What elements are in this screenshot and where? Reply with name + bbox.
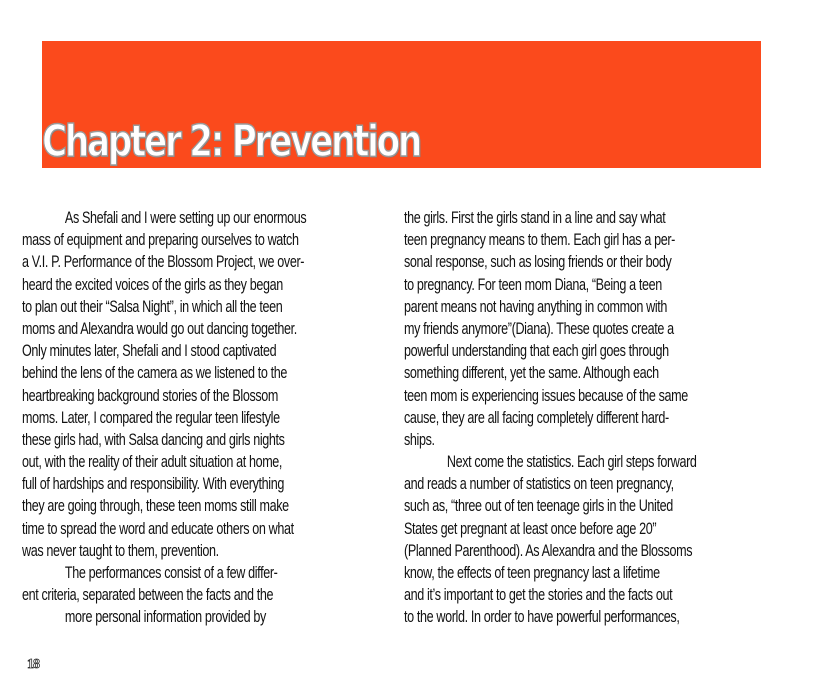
text-line: to pregnancy. For teen mom Diana, “Being a teen [404,274,662,294]
text-line: these girls had, with Salsa dancing and girls nights [22,429,285,449]
right-column [404,207,755,629]
text-line: The performances consist of a few differ- [64,563,278,582]
text-line: (Planned Parenthood). As Alexandra and the Blossoms [404,540,693,560]
text-line: full of hardships and responsibility. With everything [22,474,284,494]
text-line: ent criteria, separated between the facts and the [22,585,274,605]
text-line: time to spread the word and educate others on what [22,518,294,538]
text-line: States get pregnant at least once before age 20” [404,518,657,538]
text-line: and reads a number of statistics on teen pregnancy, [404,474,674,494]
text-line: know, the effects of teen pregnancy last a lifetime [404,563,660,582]
text-line: cause, they are all facing completely different hard- [404,407,669,427]
text-line: behind the lens of the camera as we listened to the [22,363,288,383]
text-line: they are going through, these teen moms still make [22,496,289,516]
text-line: was never taught to them, prevention. [22,540,219,560]
text-line: to the world. In order to have powerful performances, [404,607,680,627]
text-line: something different, yet the same. Although each [404,363,659,383]
text-line: sonal response, such as losing friends or their body [404,252,672,272]
text-line: moms. Later, I compared the regular teen lifestyle [22,407,280,427]
text-line: Only minutes later, Shefali and I stood captivated [22,341,277,361]
text-line: teen pregnancy means to them. Each girl has a per- [404,230,676,250]
text-line: heartbreaking background stories of the Blossom [22,385,279,405]
text-line: moms and Alexandra would go out dancing together. [22,318,297,338]
text-line: Next come the statistics. Each girl steps forward [446,452,697,472]
text-line: mass of equipment and preparing ourselves to watch [22,230,299,250]
chapter-title: Chapter 2: Prevention [42,116,420,167]
text-line: to plan out their “Salsa Night”, in which all the teen [22,296,283,316]
text-line: more personal information provided by [64,607,266,627]
text-line: ships. [404,429,435,449]
text-line: powerful understanding that each girl goes through [404,341,669,361]
text-line: out, with the reality of their adult situation at home, [22,452,283,472]
text-line: such as, “three out of ten teenage girls in the United [404,496,673,516]
left-column [22,207,370,629]
text-line: parent means not having anything in common with [404,296,668,316]
text-line: my friends anymore”(Diana). These quotes create a [404,318,674,338]
text-line: As Shefali and I were setting up our enormous [64,208,307,227]
text-line: teen mom is experiencing issues because of the same [404,385,688,405]
text-line: a V.I. P. Performance of the Blossom Project, we over- [22,252,305,272]
page-number: 18 [27,657,39,672]
text-line: and it’s important to get the stories and the facts out [404,585,673,605]
text-line: the girls. First the girls stand in a line and say what [404,208,666,227]
text-line: heard the excited voices of the girls as they began [22,274,283,294]
